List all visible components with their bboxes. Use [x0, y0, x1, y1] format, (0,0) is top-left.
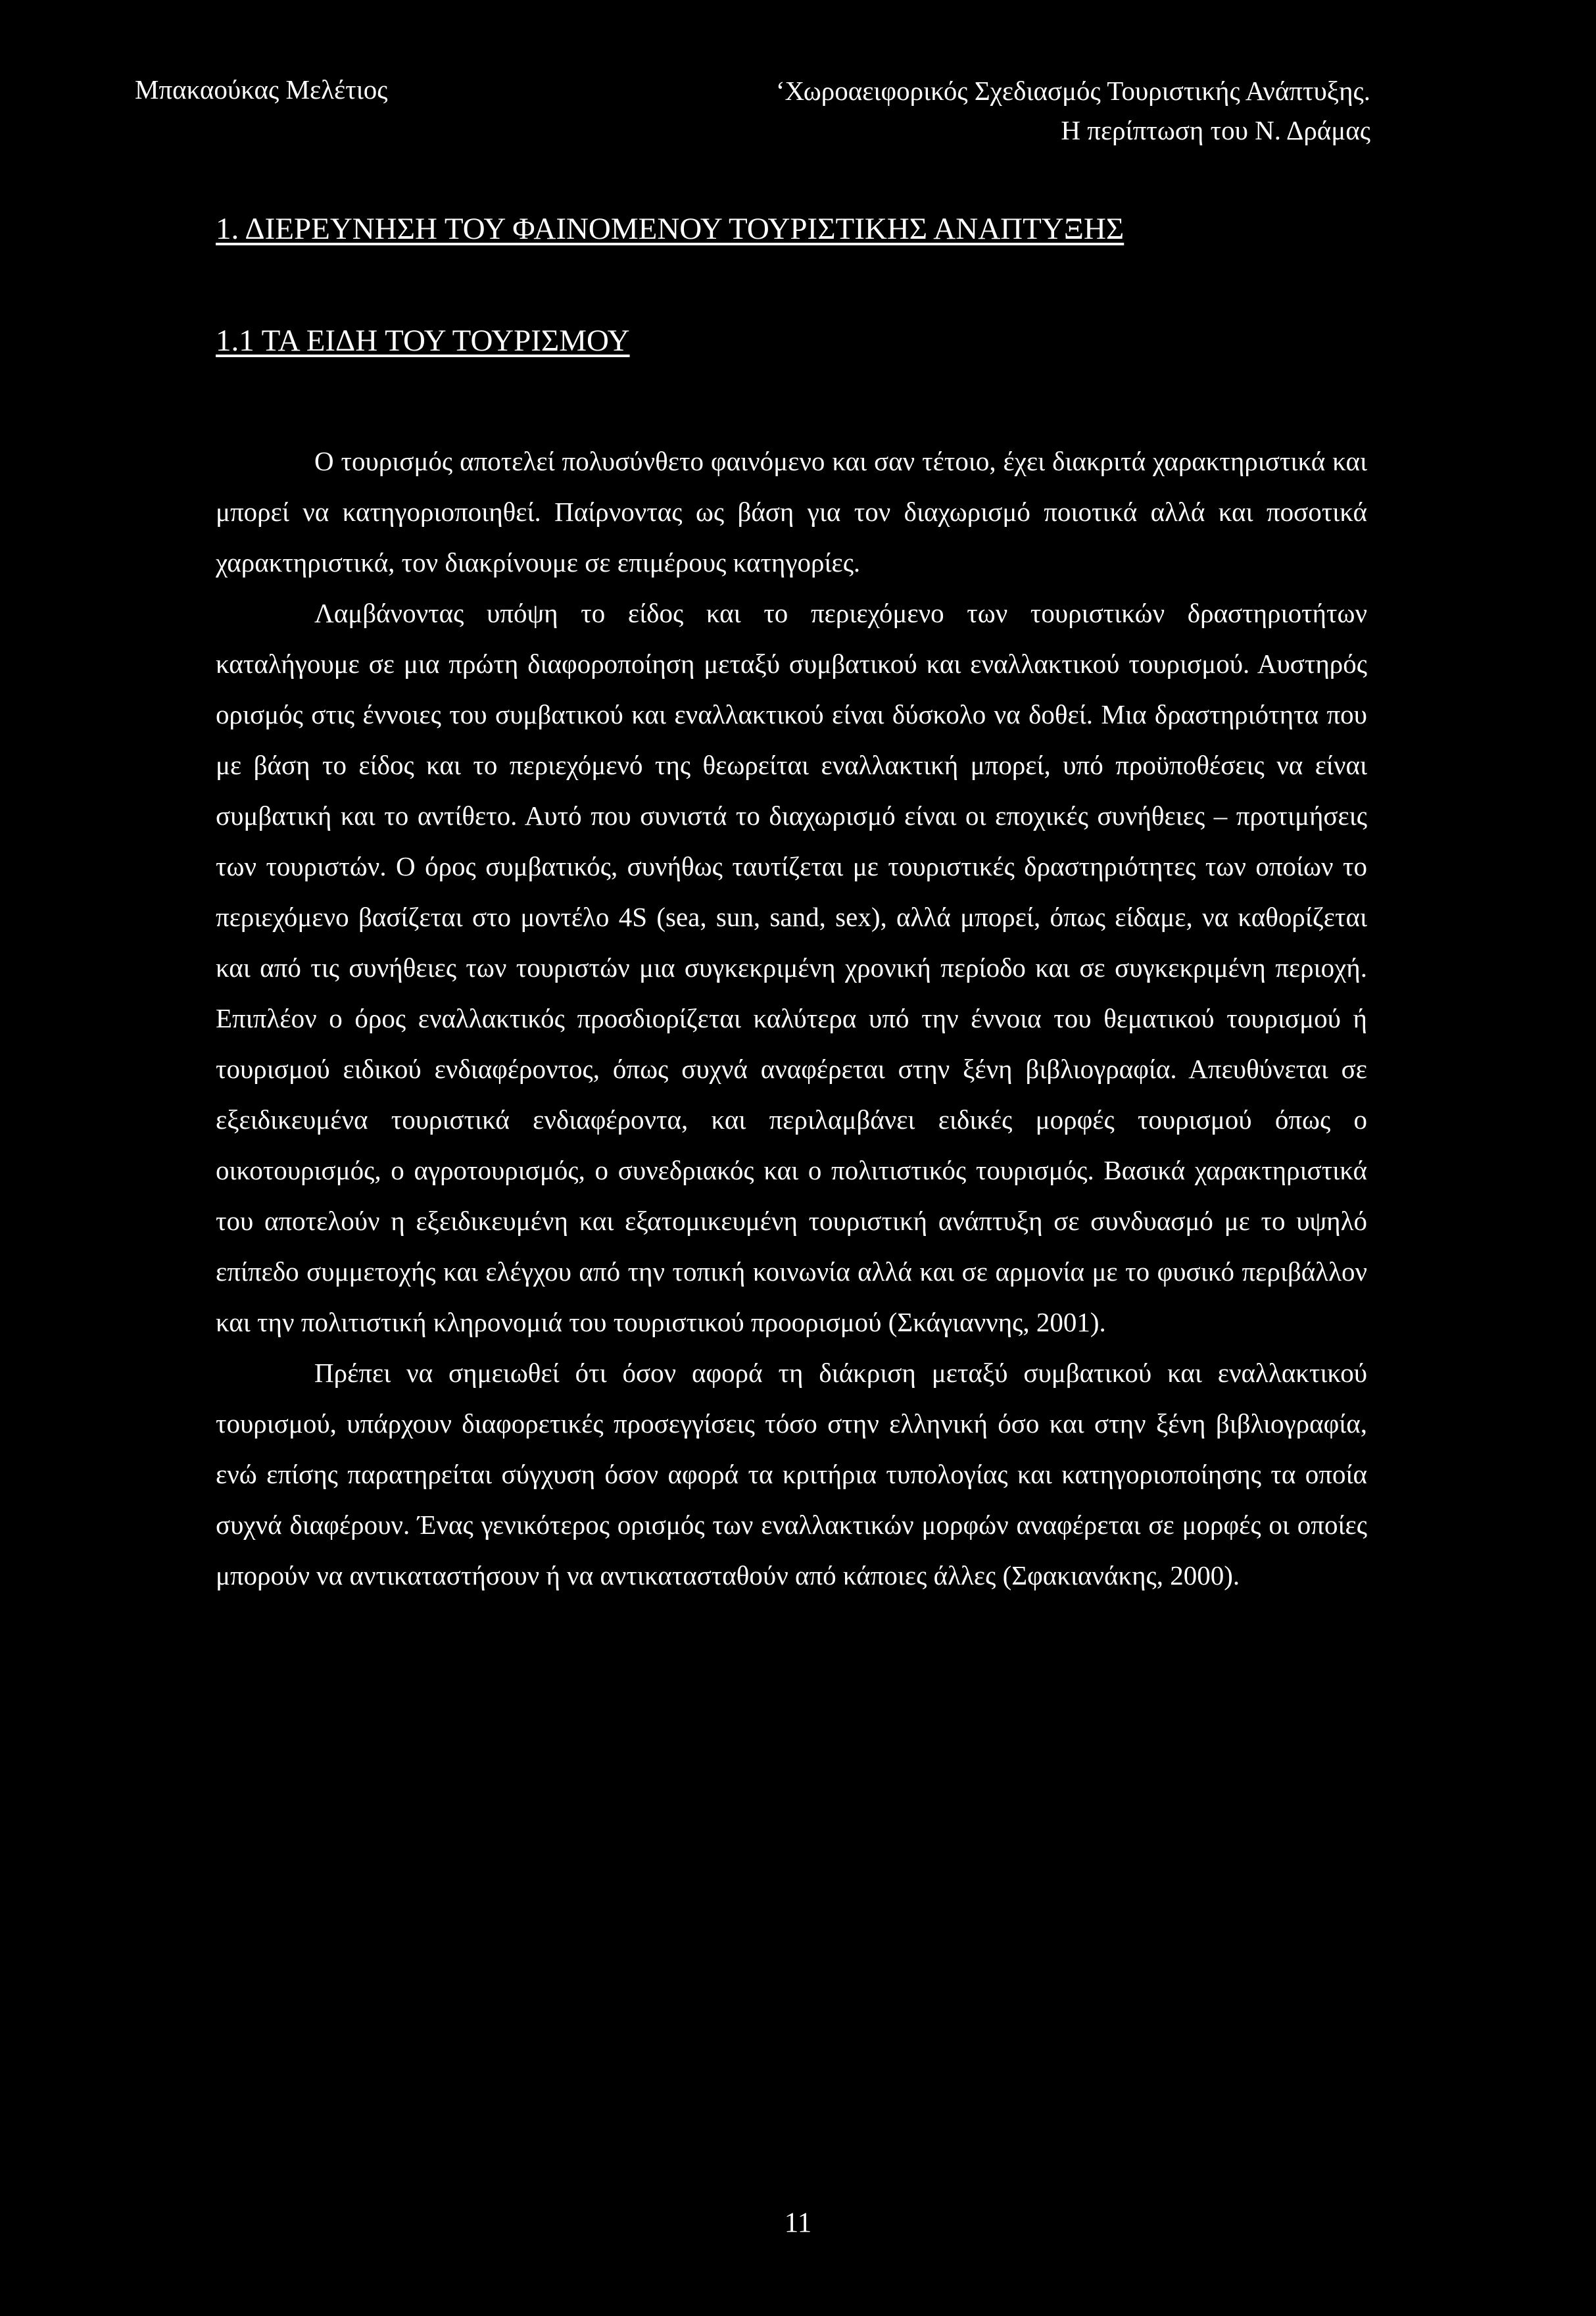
- paragraph-3: Πρέπει να σημειωθεί ότι όσον αφορά τη διάκριση μεταξύ συμβατικού και εναλλακτικού τουρισμού, υπάρχουν διαφορετικές προσεγγίσεις τόσο στην ελληνική όσο και στην ξένη βιβλιογραφία, ενώ επίσης παρατηρείται σύγχυση όσον αφορά τα κριτήρια τυπολογίας και κατηγοριοποίησης τα οποία συχνά διαφέρουν. Ένας γενικότερος ορισμός των εναλλακτικών μορφών αναφέρεται σε μορφές οι οποίες μπορούν να αντικαταστήσουν ή να αντικατασταθούν από κάποιες άλλες (Σφακιανάκης, 2000).: [216, 1358, 1367, 1590]
- section-heading: 1.1 ΤΑ ΕΙΔΗ ΤΟΥ ΤΟΥΡΙΣΜΟΥ: [216, 324, 630, 358]
- paragraph-2: Λαμβάνοντας υπόψη το είδος και το περιεχόμενο των τουριστικών δραστηριοτήτων καταλήγουμε σε μια πρώτη διαφοροποίηση μεταξύ συμβατικού και εναλλακτικού τουρισμού. Αυστηρός ορισμός στις έννοιες του συμβατικού και εναλλακτικού είναι δύσκολο να δοθεί. Μια δραστηριότητα που με βάση το είδος και το περιεχόμενό της θεωρείται εναλλακτική μπορεί, υπό προϋποθέσεις να είναι συμβατική και το αντίθετο. Αυτό που συνιστά το διαχωρισμό είναι οι εποχικές συνήθειες – προτιμήσεις των τουριστών. Ο όρος συμβατικός, συνήθως ταυτίζεται με τουριστικές δραστηριότητες των οποίων το περιεχόμενο βασίζεται στο μοντέλο 4S (sea, sun, sand, sex), αλλά μπορεί, όπως είδαμε, να καθορίζεται και από τις συνήθειες των τουριστών μια συγκεκριμένη χρονική περίοδο και σε συγκεκριμένη περιοχή. Επιπλέον ο όρος εναλλακτικός προσδιορίζεται καλύτερα υπό την έννοια του θεματικού τουρισμού ή τουρισμού ειδικού ενδιαφέροντος, όπως συχνά αναφέρεται στην ξένη βιβλιογραφία. Απευθύνεται σε εξειδικευμένα τουριστικά ενδιαφέροντα, και περιλαμβάνει ειδικές μορφές τουρισμού όπως ο οικοτουρισμός, ο αγροτουρισμός, ο συνεδριακός και ο πολιτιστικός τουρισμός. Βασικά χαρακτηριστικά του αποτελούν η εξειδικευμένη και εξατομικευμένη τουριστική ανάπτυξη σε συνδυασμό με το υψηλό επίπεδο συμμετοχής και ελέγχου από την τοπική κοινωνία αλλά και σε αρμονία με το φυσικό περιβάλλον και την πολιτιστική κληρονομιά του τουριστικού προορισμού (Σκάγιαννης, 2001).: [216, 598, 1367, 1337]
- running-header-author: Μπακαούκας Μελέτιος: [135, 74, 388, 105]
- chapter-heading: 1. ΔΙΕΡΕΥΝΗΣΗ ΤΟΥ ΦΑΙΝΟΜΕΝΟΥ ΤΟΥΡΙΣΤΙΚΗΣ ΑΝΑΠΤΥΞΗΣ: [216, 212, 1124, 246]
- running-header-title-line-2: Η περίπτωση του Ν. Δράμας: [1061, 115, 1370, 145]
- body-text: [216, 436, 1367, 1601]
- paragraph-1: Ο τουρισμός αποτελεί πολυσύνθετο φαινόμενο και σαν τέτοιο, έχει διακριτά χαρακτηριστικά και μπορεί να κατηγοριοποιηθεί. Παίρνοντας ως βάση για τον διαχωρισμό ποιοτικά αλλά και ποσοτικά χαρακτηριστικά, τον διακρίνουμε σε επιμέρους κατηγορίες.: [216, 446, 1367, 578]
- running-header-title-line-1: ‘Χωροαειφορικός Σχεδιασμός Τουριστικής Ανάπτυξης.: [775, 76, 1370, 106]
- page-number: 11: [784, 2207, 812, 2238]
- running-header-title: [776, 71, 1370, 150]
